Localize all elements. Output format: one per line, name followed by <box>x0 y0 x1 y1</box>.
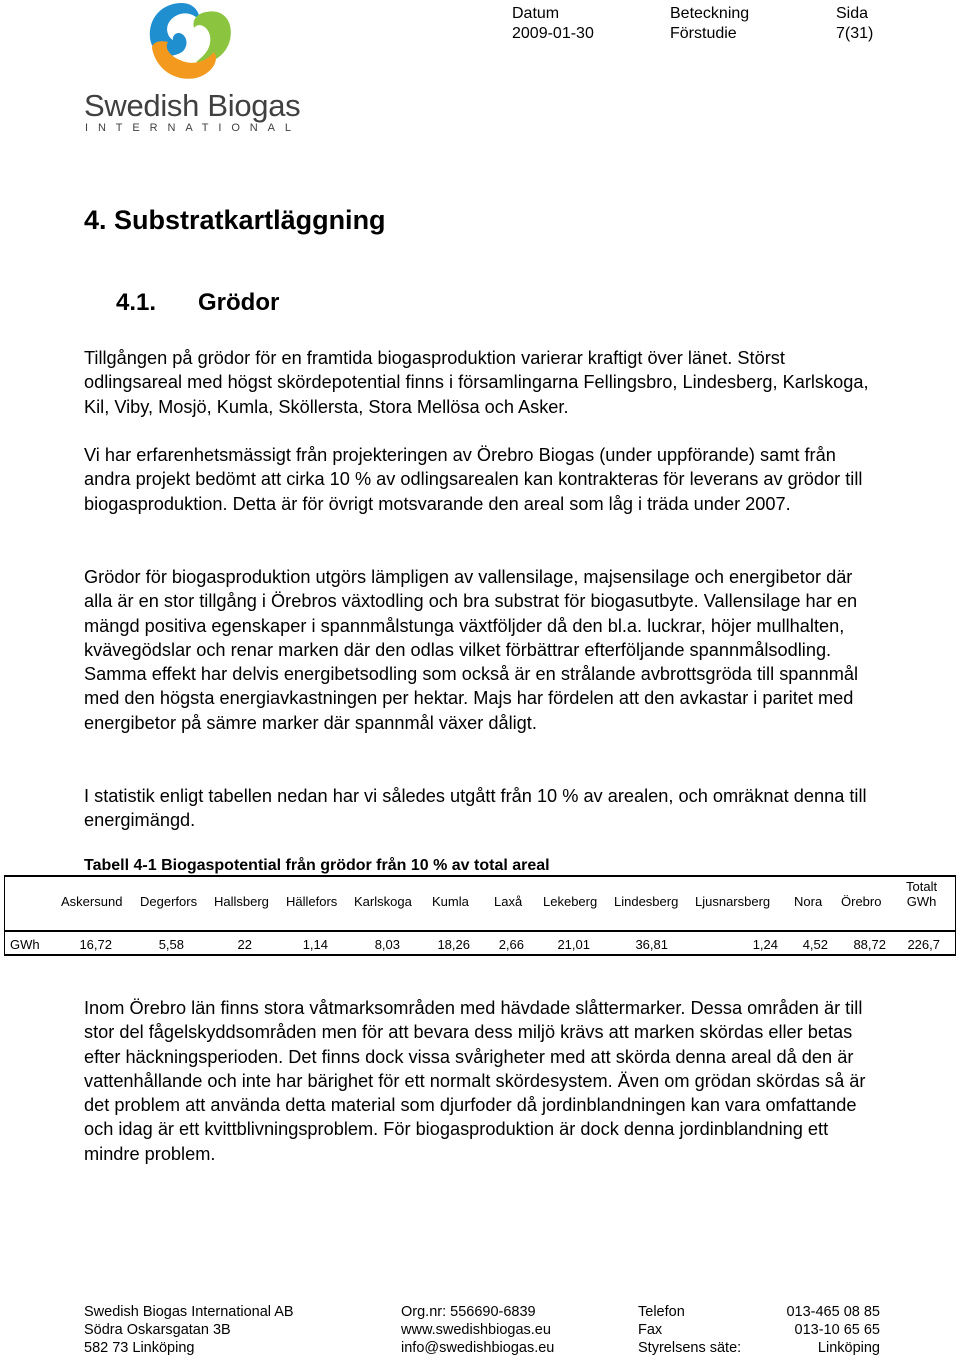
datum-value: 2009-01-30 <box>512 25 594 42</box>
table-rule-bottom <box>4 954 956 956</box>
paragraph-2: Vi har erfarenhetsmässigt från projekteringen av Örebro Biogas (under uppförande) samt från andra projekt bedömt att cirka 10 % av odlingsarealen kan kontrakteras för leverans av grödor till biogasproduktion. Detta är för övrigt motsvarande den areal som låg i träda under 2007. <box>84 445 863 514</box>
table-border-left <box>4 875 5 956</box>
table-border-right <box>955 875 956 956</box>
table-col-header: Örebro <box>841 894 882 909</box>
table-caption: Tabell 4-1 Biogaspotential från grödor från 10 % av total areal <box>84 857 550 874</box>
subsection-number: 4.1. <box>116 289 157 316</box>
footer-tel-label: Telefon <box>638 1304 685 1320</box>
table-col-header: Ljusnarsberg <box>695 894 771 909</box>
footer-web-link[interactable]: www.swedishbiogas.eu <box>401 1322 551 1338</box>
sida-value: 7(31) <box>836 25 874 42</box>
footer-street: Södra Oskarsgatan 3B <box>84 1322 231 1338</box>
footer-email-link[interactable]: info@swedishbiogas.eu <box>401 1340 555 1356</box>
meta-datum <box>512 4 594 44</box>
table-cell: 1,24 <box>752 937 778 952</box>
table-col-header: Lekeberg <box>543 894 598 909</box>
beteckning-label: Beteckning <box>670 5 750 22</box>
table-col-header: Lindesberg <box>614 894 679 909</box>
paragraph-3: Grödor för biogasproduktion utgörs lämpligen av vallensilage, majsensilage och energibetor där alla är en stor tillgång i Örebros växtodling och bra substrat för biogasutbyte. Vallensilage har en mängd positiva egenskaper i spannmålstunga växtföljder då den bl.a. luckrar, höjer mullhalten, kvävegödslar och renar marken där den odlas vilket förbättrar efterföljande spannmålsodling. Samma effekt har delvis energibetsodling som också är en strålande avbrottsgröda till spannmål med den högsta energiavkastningen per hektar. Majs har fördelen att den avkastar i paritet med energibetor på sämre marker där spannmål växer dåligt. <box>84 567 859 733</box>
table-cell: 4,52 <box>802 937 828 952</box>
biogas-potential-table <box>4 875 956 956</box>
subsection-title <box>116 289 279 317</box>
table-rule-top <box>4 875 956 877</box>
footer-fax-label: Fax <box>638 1322 663 1338</box>
subsection-text: Grödor <box>198 289 280 316</box>
table-cell: 2,66 <box>498 937 524 952</box>
footer-company: Swedish Biogas International AB <box>84 1304 294 1320</box>
meta-sida <box>836 4 873 44</box>
table-col-header: Nora <box>794 894 823 909</box>
table-col-header: Hällefors <box>286 894 338 909</box>
table-col-header: Hallsberg <box>214 894 269 909</box>
footer-seat-value: Linköping <box>817 1340 880 1356</box>
table-rule-middle <box>4 930 956 932</box>
logo-subtitle: INTERNATIONAL <box>85 122 301 134</box>
footer-city: 582 73 Linköping <box>84 1340 195 1356</box>
section-title: 4. Substratkartläggning <box>84 205 386 235</box>
meta-beteckning <box>670 4 749 44</box>
table-cell: 21,01 <box>557 937 590 952</box>
total-header-line-1: Totalt <box>906 879 938 894</box>
logo-wordmark: Swedish Biogas <box>84 88 301 123</box>
footer-tel-value: 013-465 08 85 <box>786 1304 880 1320</box>
datum-label: Datum <box>512 5 560 22</box>
table-cell: 22 <box>237 937 252 952</box>
sida-label: Sida <box>836 5 869 22</box>
table-cell: 88,72 <box>853 937 886 952</box>
table-cell: 8,03 <box>374 937 400 952</box>
table-col-header: Kumla <box>432 894 469 909</box>
table-col-header: Degerfors <box>140 894 198 909</box>
beteckning-value: Förstudie <box>670 25 737 42</box>
table-row-label: GWh <box>10 937 40 952</box>
footer-orgnr: Org.nr: 556690-6839 <box>401 1304 536 1320</box>
table-cell: 1,14 <box>302 937 328 952</box>
table-col-header: Karlskoga <box>354 894 412 909</box>
table-cell-total: 226,7 <box>907 937 940 952</box>
table-col-header-total <box>906 879 937 909</box>
footer-seat-label: Styrelsens säte: <box>638 1340 742 1356</box>
table-cell: 36,81 <box>635 937 668 952</box>
table-col-header: Laxå <box>494 894 523 909</box>
total-header-line-2: GWh <box>906 894 937 909</box>
paragraph-4: I statistik enligt tabellen nedan har vi således utgått från 10 % av arealen, och omräknat denna till energimängd. <box>84 786 867 831</box>
table-cell: 18,26 <box>437 937 470 952</box>
table-cell: 16,72 <box>79 937 112 952</box>
table-col-header: Askersund <box>61 894 123 909</box>
paragraph-5: Inom Örebro län finns stora våtmarksområden med hävdade slåttermarker. Dessa områden är till stor del fågelskyddsområden men för att bevara dess miljö krävs att marken skördas eller betas efter häckningsperioden. Det finns dock vissa svårigheter med att skörda denna areal då den är vattenhållande och inte har bärighet för ett normalt skördesystem. Även om grödan skördas så är det problem att använda detta material som djurfoder då jordinblandningen kan vara omfattande och idag är ett kvittblivningsproblem. För biogasproduktion är dock denna jordinblandning ett mindre problem. <box>84 998 866 1164</box>
paragraph-1: Tillgången på grödor för en framtida biogasproduktion varierar kraftigt över länet. Störst odlingsareal med högst skördepotential finns i församlingarna Fellingsbro, Lindesberg, Karlskoga, Kil, Viby, Mosjö, Kumla, Sköllersta, Stora Mellösa och Asker. <box>84 348 869 417</box>
table-cell: 5,58 <box>158 937 184 952</box>
footer-fax-value: 013-10 65 65 <box>794 1322 880 1338</box>
